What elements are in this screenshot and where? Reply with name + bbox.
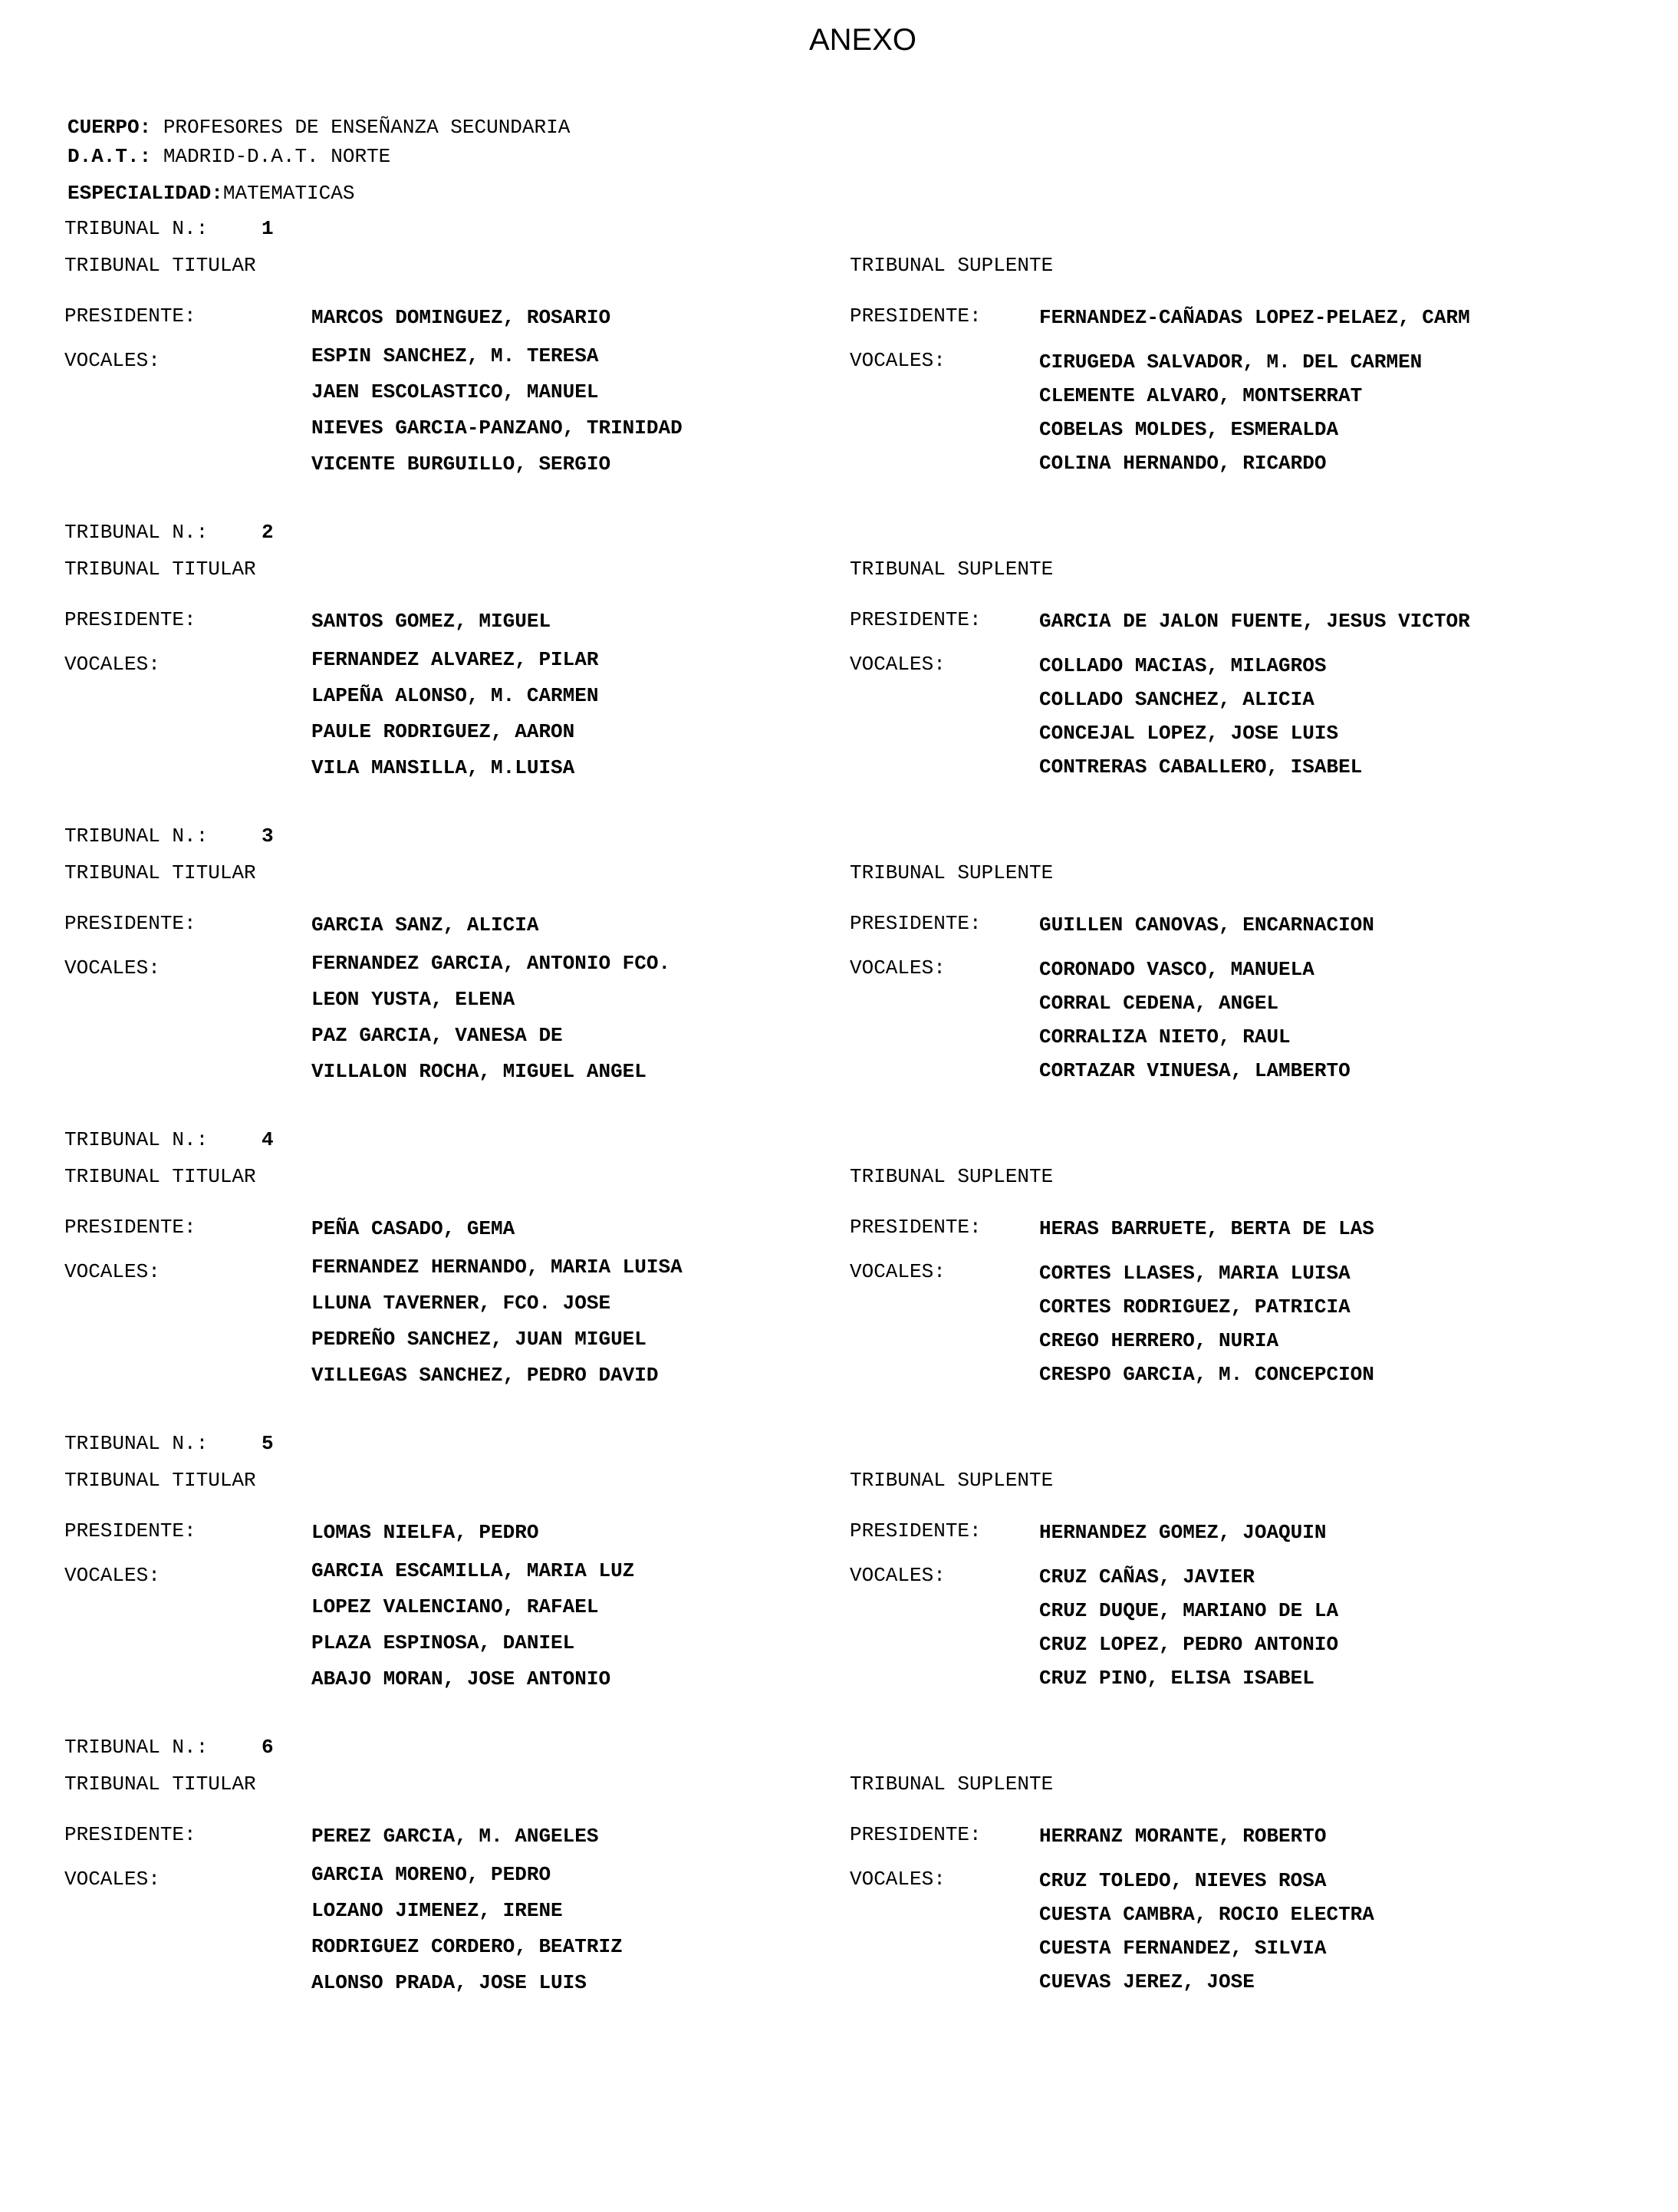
suplente-vocales-label: VOCALES: [850, 956, 946, 979]
titular-presidente-label: PRESIDENTE: [64, 1519, 196, 1542]
tribunal-number-label: TRIBUNAL N.: [64, 1128, 209, 1151]
titular-vocal-name: JAEN ESCOLASTICO, MANUEL [311, 380, 599, 403]
titular-vocal-name: ESPIN SANCHEZ, M. TERESA [311, 344, 599, 367]
titular-vocal-name: ABAJO MORAN, JOSE ANTONIO [311, 1667, 611, 1690]
suplente-vocales-label: VOCALES: [850, 653, 946, 676]
titular-presidente-name: PEÑA CASADO, GEMA [311, 1217, 515, 1240]
suplente-vocal-name: COBELAS MOLDES, ESMERALDA [1039, 418, 1339, 441]
suplente-vocal-name: CORTES RODRIGUEZ, PATRICIA [1039, 1295, 1351, 1318]
titular-vocal-name: ALONSO PRADA, JOSE LUIS [311, 1971, 587, 1994]
suplente-vocales-label: VOCALES: [850, 1564, 946, 1587]
tribunal-block [0, 1735, 1678, 2042]
suplente-heading: TRIBUNAL SUPLENTE [850, 1165, 1054, 1188]
titular-vocal-name: LEON YUSTA, ELENA [311, 988, 515, 1011]
titular-vocal-name: PLAZA ESPINOSA, DANIEL [311, 1631, 575, 1654]
suplente-vocales-label: VOCALES: [850, 1868, 946, 1891]
suplente-heading: TRIBUNAL SUPLENTE [850, 1773, 1054, 1796]
suplente-vocal-name: CRESPO GARCIA, M. CONCEPCION [1039, 1363, 1374, 1386]
titular-vocal-name: FERNANDEZ GARCIA, ANTONIO FCO. [311, 952, 671, 975]
tribunal-number-label: TRIBUNAL N.: [64, 217, 209, 240]
suplente-vocal-name: CRUZ TOLEDO, NIEVES ROSA [1039, 1869, 1327, 1892]
suplente-heading: TRIBUNAL SUPLENTE [850, 254, 1054, 277]
suplente-presidente-name: HERRANZ MORANTE, ROBERTO [1039, 1825, 1327, 1848]
titular-vocal-name: RODRIGUEZ CORDERO, BEATRIZ [311, 1935, 623, 1958]
suplente-vocal-name: COLINA HERNANDO, RICARDO [1039, 452, 1327, 475]
titular-presidente-label: PRESIDENTE: [64, 608, 196, 631]
tribunal-number-label: TRIBUNAL N.: [64, 1736, 209, 1759]
titular-vocal-name: LLUNA TAVERNER, FCO. JOSE [311, 1292, 611, 1315]
titular-vocales-label: VOCALES: [64, 349, 160, 372]
titular-vocal-name: GARCIA ESCAMILLA, MARIA LUZ [311, 1559, 635, 1582]
suplente-presidente-label: PRESIDENTE: [850, 1823, 982, 1846]
suplente-heading: TRIBUNAL SUPLENTE [850, 861, 1054, 884]
tribunal-number: 1 [262, 217, 274, 240]
suplente-vocal-name: CUESTA CAMBRA, ROCIO ELECTRA [1039, 1903, 1374, 1926]
suplente-presidente-name: HERAS BARRUETE, BERTA DE LAS [1039, 1217, 1374, 1240]
suplente-vocal-name: CRUZ DUQUE, MARIANO DE LA [1039, 1599, 1339, 1622]
suplente-presidente-label: PRESIDENTE: [850, 1519, 982, 1542]
titular-vocal-name: VILLALON ROCHA, MIGUEL ANGEL [311, 1060, 647, 1083]
suplente-presidente-name: FERNANDEZ-CAÑADAS LOPEZ-PELAEZ, CARM [1039, 306, 1470, 329]
suplente-vocal-name: CONTRERAS CABALLERO, ISABEL [1039, 755, 1363, 778]
cuerpo-value: PROFESORES DE ENSEÑANZA SECUNDARIA [163, 116, 571, 139]
titular-vocal-name: GARCIA MORENO, PEDRO [311, 1863, 551, 1886]
dat-label: D.A.T.: [67, 145, 152, 168]
tribunal-number: 3 [262, 825, 274, 848]
tribunal-block [0, 1431, 1678, 1738]
tribunal-block [0, 824, 1678, 1131]
cuerpo-label: CUERPO: [67, 116, 152, 139]
especialidad-label: ESPECIALIDAD: [67, 182, 223, 205]
titular-vocal-name: NIEVES GARCIA-PANZANO, TRINIDAD [311, 416, 683, 439]
tribunal-block [0, 520, 1678, 827]
titular-heading: TRIBUNAL TITULAR [64, 861, 256, 884]
suplente-presidente-name: GARCIA DE JALON FUENTE, JESUS VICTOR [1039, 610, 1470, 633]
tribunal-number: 5 [262, 1432, 274, 1455]
suplente-presidente-label: PRESIDENTE: [850, 304, 982, 328]
titular-presidente-name: LOMAS NIELFA, PEDRO [311, 1521, 539, 1544]
titular-vocales-label: VOCALES: [64, 956, 160, 979]
suplente-vocal-name: CORONADO VASCO, MANUELA [1039, 958, 1314, 981]
titular-vocal-name: PAULE RODRIGUEZ, AARON [311, 720, 575, 743]
titular-vocal-name: VILLEGAS SANCHEZ, PEDRO DAVID [311, 1364, 659, 1387]
suplente-presidente-label: PRESIDENTE: [850, 912, 982, 935]
titular-heading: TRIBUNAL TITULAR [64, 558, 256, 581]
suplente-vocal-name: CRUZ CAÑAS, JAVIER [1039, 1565, 1255, 1588]
dat-value: MADRID-D.A.T. NORTE [163, 145, 391, 168]
titular-vocal-name: LAPEÑA ALONSO, M. CARMEN [311, 684, 599, 707]
titular-vocales-label: VOCALES: [64, 1564, 160, 1587]
suplente-vocales-label: VOCALES: [850, 349, 946, 372]
titular-vocal-name: PEDREÑO SANCHEZ, JUAN MIGUEL [311, 1328, 647, 1351]
suplente-vocal-name: COLLADO SANCHEZ, ALICIA [1039, 688, 1314, 711]
suplente-presidente-label: PRESIDENTE: [850, 608, 982, 631]
titular-presidente-name: SANTOS GOMEZ, MIGUEL [311, 610, 551, 633]
titular-presidente-label: PRESIDENTE: [64, 1823, 196, 1846]
tribunal-block [0, 1127, 1678, 1434]
suplente-vocal-name: CRUZ PINO, ELISA ISABEL [1039, 1667, 1314, 1690]
titular-presidente-name: PEREZ GARCIA, M. ANGELES [311, 1825, 599, 1848]
suplente-presidente-name: HERNANDEZ GOMEZ, JOAQUIN [1039, 1521, 1327, 1544]
titular-vocales-label: VOCALES: [64, 1868, 160, 1891]
titular-vocal-name: LOZANO JIMENEZ, IRENE [311, 1899, 563, 1922]
suplente-heading: TRIBUNAL SUPLENTE [850, 558, 1054, 581]
especialidad-line [67, 181, 354, 206]
suplente-presidente-name: GUILLEN CANOVAS, ENCARNACION [1039, 913, 1374, 936]
titular-vocal-name: FERNANDEZ HERNANDO, MARIA LUISA [311, 1256, 683, 1279]
titular-heading: TRIBUNAL TITULAR [64, 1469, 256, 1492]
suplente-vocal-name: CORRALIZA NIETO, RAUL [1039, 1025, 1291, 1048]
titular-vocal-name: VICENTE BURGUILLO, SERGIO [311, 453, 611, 476]
suplente-vocal-name: CORTES LLASES, MARIA LUISA [1039, 1262, 1351, 1285]
titular-presidente-label: PRESIDENTE: [64, 1216, 196, 1239]
suplente-vocal-name: CORTAZAR VINUESA, LAMBERTO [1039, 1059, 1351, 1082]
suplente-vocal-name: CUEVAS JEREZ, JOSE [1039, 1970, 1255, 1993]
suplente-presidente-label: PRESIDENTE: [850, 1216, 982, 1239]
suplente-vocal-name: CUESTA FERNANDEZ, SILVIA [1039, 1937, 1327, 1960]
especialidad-value: MATEMATICAS [222, 182, 355, 205]
titular-heading: TRIBUNAL TITULAR [64, 1773, 256, 1796]
titular-presidente-label: PRESIDENTE: [64, 304, 196, 328]
titular-heading: TRIBUNAL TITULAR [64, 1165, 256, 1188]
tribunal-number-label: TRIBUNAL N.: [64, 1432, 209, 1455]
suplente-heading: TRIBUNAL SUPLENTE [850, 1469, 1054, 1492]
titular-vocal-name: LOPEZ VALENCIANO, RAFAEL [311, 1595, 599, 1618]
suplente-vocal-name: CLEMENTE ALVARO, MONTSERRAT [1039, 384, 1363, 407]
titular-vocales-label: VOCALES: [64, 1260, 160, 1283]
titular-presidente-label: PRESIDENTE: [64, 912, 196, 935]
titular-vocal-name: FERNANDEZ ALVAREZ, PILAR [311, 648, 599, 671]
document-title: ANEXO [808, 23, 917, 57]
suplente-vocal-name: COLLADO MACIAS, MILAGROS [1039, 654, 1327, 677]
titular-vocal-name: VILA MANSILLA, M.LUISA [311, 756, 575, 779]
cuerpo-line [67, 115, 570, 140]
titular-presidente-name: MARCOS DOMINGUEZ, ROSARIO [311, 306, 611, 329]
titular-heading: TRIBUNAL TITULAR [64, 254, 256, 277]
suplente-vocales-label: VOCALES: [850, 1260, 946, 1283]
titular-vocales-label: VOCALES: [64, 653, 160, 676]
suplente-vocal-name: CIRUGEDA SALVADOR, M. DEL CARMEN [1039, 351, 1423, 374]
titular-presidente-name: GARCIA SANZ, ALICIA [311, 913, 539, 936]
tribunal-number: 6 [262, 1736, 274, 1759]
tribunal-number: 4 [262, 1128, 274, 1151]
titular-vocal-name: PAZ GARCIA, VANESA DE [311, 1024, 563, 1047]
suplente-vocal-name: CREGO HERRERO, NURIA [1039, 1329, 1279, 1352]
tribunal-block [0, 216, 1678, 523]
tribunal-number-label: TRIBUNAL N.: [64, 825, 209, 848]
suplente-vocal-name: CORRAL CEDENA, ANGEL [1039, 992, 1279, 1015]
suplente-vocal-name: CRUZ LOPEZ, PEDRO ANTONIO [1039, 1633, 1339, 1656]
tribunal-number: 2 [262, 521, 274, 544]
tribunal-number-label: TRIBUNAL N.: [64, 521, 209, 544]
suplente-vocal-name: CONCEJAL LOPEZ, JOSE LUIS [1039, 722, 1339, 745]
dat-line [67, 144, 390, 169]
